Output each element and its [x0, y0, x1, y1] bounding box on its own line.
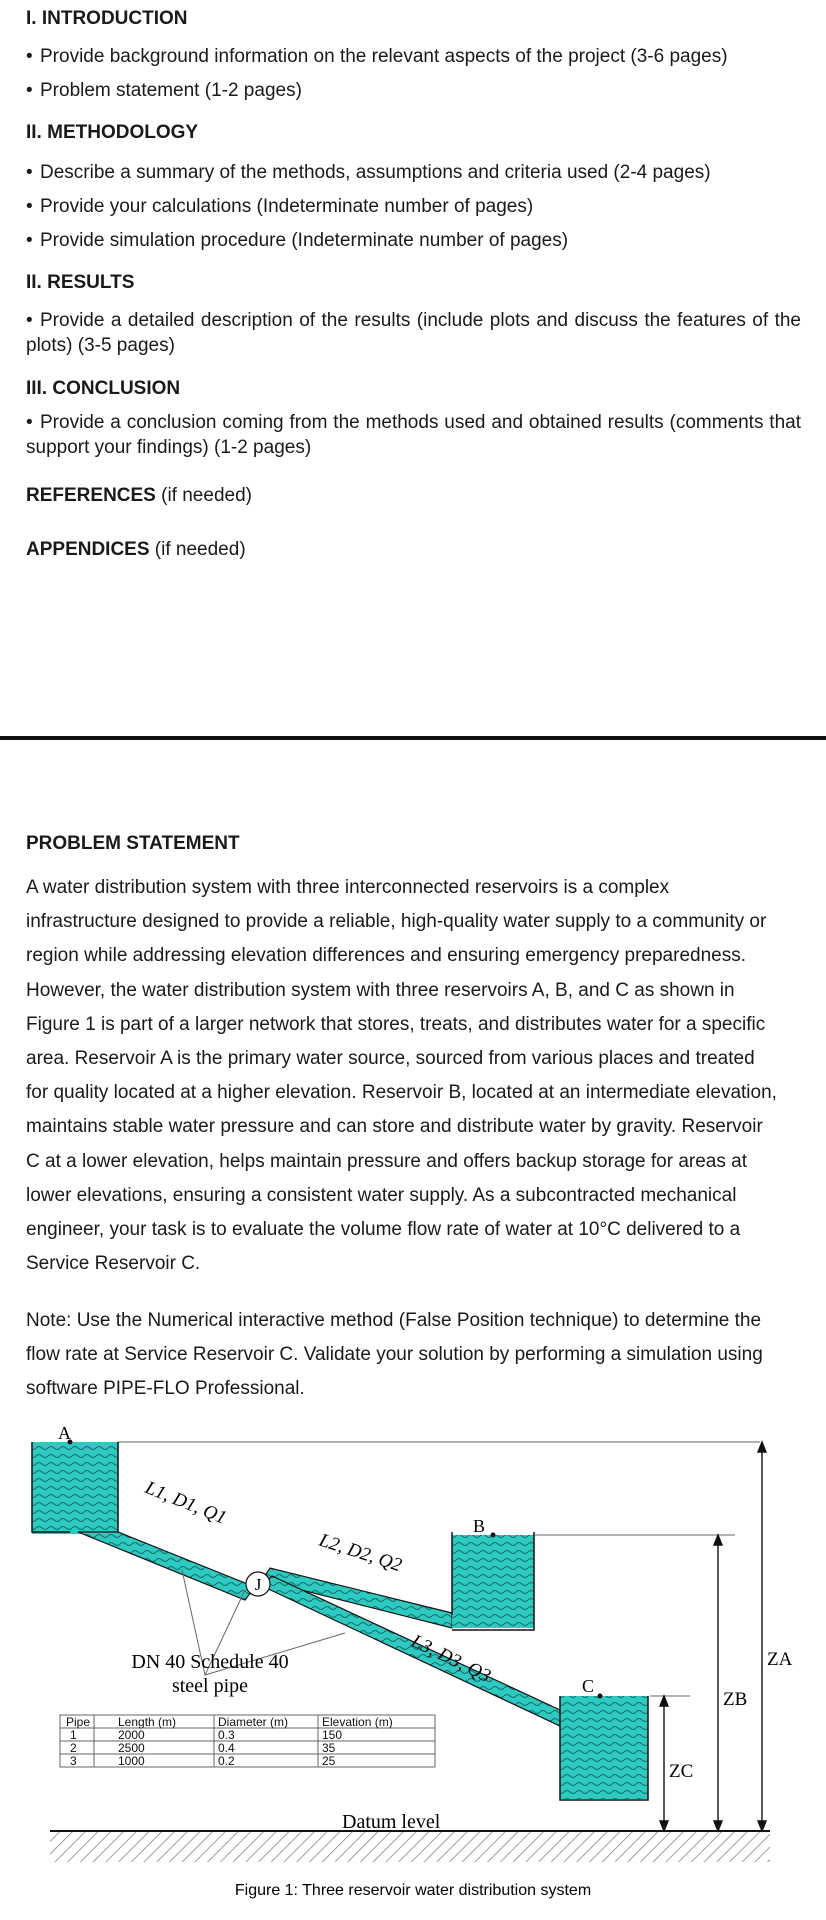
table-header: Elevation (m) — [322, 1715, 393, 1729]
reservoir-a — [32, 1440, 118, 1535]
table-cell: 25 — [322, 1754, 336, 1768]
list-item: • Problem statement (1-2 pages) — [26, 80, 302, 101]
table-cell: 0.4 — [218, 1741, 235, 1755]
page-divider — [0, 736, 826, 740]
datum-label: Datum level — [342, 1811, 441, 1833]
intro-heading: I. INTRODUCTION — [26, 8, 188, 29]
reservoir-figure — [0, 1420, 826, 1920]
zb-label: ZB — [723, 1689, 748, 1710]
reservoir-c — [560, 1694, 648, 1801]
table-cell: 0.3 — [218, 1728, 235, 1742]
list-item: • Provide simulation procedure (Indeterminate number of pages) — [26, 230, 569, 251]
label-c: C — [582, 1676, 595, 1696]
problem-heading: PROBLEM STATEMENT — [26, 833, 240, 854]
ground-hatch — [50, 1832, 770, 1862]
list-item: • Provide background information on the relevant aspects of the project (3-6 pages) — [26, 46, 728, 67]
table-cell: 35 — [322, 1741, 336, 1755]
pipe-spec-line1: DN 40 Schedule 40 — [131, 1651, 289, 1673]
table-header: Pipe — [66, 1715, 91, 1729]
list-item: • Provide your calculations (Indeterminate number of pages) — [26, 196, 534, 217]
results-heading: II. RESULTS — [26, 272, 135, 293]
list-item: • Describe a summary of the methods, assumptions and criteria used (2-4 pages) — [26, 162, 711, 183]
junction-label: J — [254, 1575, 262, 1594]
conclusion-heading: III. CONCLUSION — [26, 378, 181, 399]
pipe-1 — [78, 1532, 255, 1600]
references-line: REFERENCES (if needed) — [26, 485, 252, 506]
label-b: B — [473, 1516, 486, 1536]
pipe-2-label: L2, D2, Q2 — [316, 1529, 405, 1577]
pipe-3-label: L3, D3, Q3 — [407, 1630, 494, 1687]
appendices-line: APPENDICES (if needed) — [26, 539, 246, 560]
label-a: A — [58, 1423, 71, 1443]
pipe-1-label: L1, D1, Q1 — [142, 1477, 230, 1529]
table-cell: 3 — [70, 1754, 77, 1768]
methodology-heading: II. METHODOLOGY — [26, 122, 199, 143]
table-header: Diameter (m) — [218, 1715, 289, 1729]
pipe-spec-line2: steel pipe — [171, 1675, 249, 1697]
table-header: Length (m) — [118, 1715, 177, 1729]
list-item: • Provide a conclusion coming from the methods used and obtained results (comments that support your findings) (1-2 pages) — [26, 412, 801, 458]
table-cell: 1000 — [118, 1754, 145, 1768]
figure-caption: Figure 1: Three reservoir water distribution system — [234, 1882, 592, 1899]
table-cell: 0.2 — [218, 1754, 235, 1768]
za-label: ZA — [767, 1649, 793, 1670]
table-cell: 1 — [70, 1728, 77, 1742]
table-cell: 150 — [322, 1728, 343, 1742]
note-paragraph: Note: Use the Numerical interactive method (False Position technique) to determine the flow rate at Service Reservoir C. Validate your solution by performing a simulation using software PIPE-FLO Professional. — [26, 1310, 763, 1400]
list-item: • Provide a detailed description of the results (include plots and discuss the features of the plots) (3-5 pages) — [26, 310, 801, 356]
table-cell: 2 — [70, 1741, 77, 1755]
table-cell: 2000 — [118, 1728, 145, 1742]
problem-paragraph: A water distribution system with three interconnected reservoirs is a complex infrastructure designed to provide a reliable, high-quality water supply to a community or region while addressing elevation differences and ensuring emergency preparedness. However, the water distribution system with three reservoirs A, B, and C as shown in Figure 1 is part of a larger network that stores, treats, and distributes water for a specific area. Reservoir A is the primary water source, sourced from various places and treated for quality located at a higher elevation. Reservoir B, located at an intermediate elevation, maintains stable water pressure and can store and distribute water by gravity. Reservoir C at a lower elevation, helps maintain pressure and offers backup storage for areas at lower elevations, ensuring a consistent water supply. As a subcontracted mechanical engineer, your task is to evaluate the volume flow rate of water at 10°C delivered to a Service Reservoir C. — [26, 877, 777, 1275]
zc-label: ZC — [669, 1761, 694, 1782]
table-cell: 2500 — [118, 1741, 145, 1755]
reservoir-b — [452, 1532, 534, 1630]
